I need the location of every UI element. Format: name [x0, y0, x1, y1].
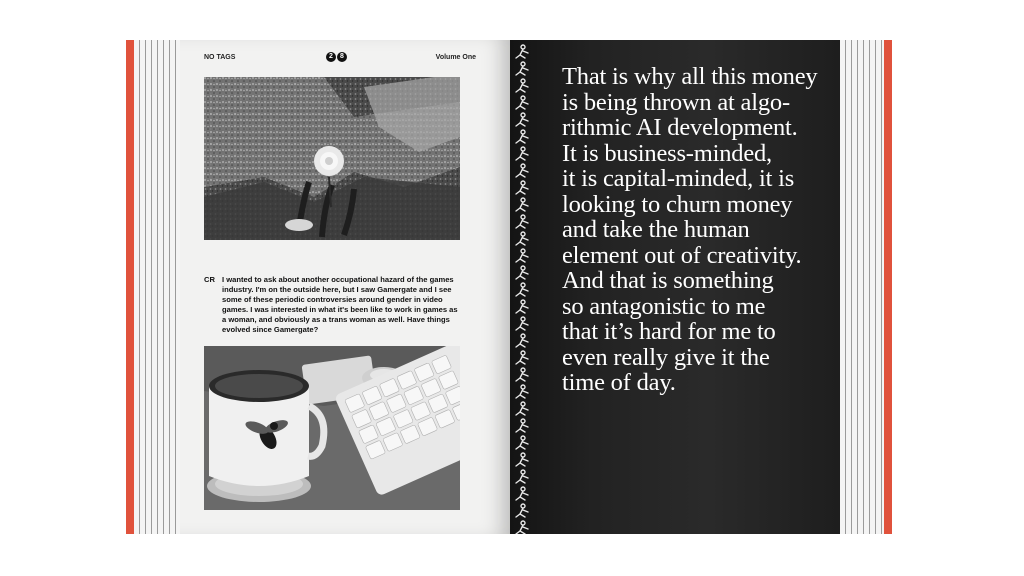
figure-motif-icon — [516, 385, 528, 398]
figure-motif-icon — [516, 470, 528, 483]
quote-line: It is business-minded, — [562, 139, 772, 167]
figure-motif-icon — [516, 147, 528, 160]
figure-motif-icon — [516, 113, 528, 126]
quote-line: And that is something — [562, 267, 774, 294]
figure-motif-icon — [516, 62, 528, 75]
quote-line: so antagonistic to me — [562, 292, 766, 320]
pull-quote — [562, 64, 832, 396]
quote-line: it is capital-minded, it is — [562, 165, 795, 192]
figure-motif-icon — [516, 164, 528, 177]
running-head-volume: Volume One — [435, 54, 476, 61]
quote-line: that it’s hard for me to — [562, 318, 776, 345]
figure-motif-icon — [516, 436, 528, 449]
quote-line: rithmic AI development. — [562, 114, 798, 141]
figure-pattern-icon — [510, 40, 536, 534]
figure-motif-icon — [516, 198, 528, 211]
figure-motif-icon — [516, 419, 528, 432]
figure-motif-icon — [516, 317, 528, 330]
figure-motif-icon — [516, 402, 528, 415]
figure-motif-icon — [516, 283, 528, 296]
quote-line: even really give it the — [562, 343, 770, 371]
question-text: I wanted to ask about another occupational hazard of the games industry. I'm on the outside here, but I saw Gamergate and I see some of these periodic controversies around gender in video games. I was interested in what it's been like to work in games as a woman, and obviously as a trans woman as well. Have things evolved since Gamergate? — [222, 275, 458, 334]
book-edge-left — [126, 40, 134, 534]
figure-motif-icon — [516, 504, 528, 517]
figure-motif-icon — [516, 453, 528, 466]
figure-motif-icon — [516, 351, 528, 364]
figure-motif-icon — [516, 249, 528, 262]
figure-motif-icon — [516, 181, 528, 194]
figure-motif-icon — [516, 368, 528, 381]
quote-line: is being thrown at algo- — [562, 88, 790, 116]
quote-line: and take the human — [562, 216, 750, 243]
quote-line: element out of creativity. — [562, 241, 802, 269]
figure-motif-icon — [516, 215, 528, 228]
page-number-digit: 8 — [337, 52, 347, 62]
figure-motif-icon — [516, 79, 528, 92]
book-edge-right — [884, 40, 892, 534]
dandelion-photo — [204, 77, 460, 240]
figure-motif-icon — [516, 300, 528, 313]
page-stack-right — [840, 40, 884, 534]
figure-motif-icon — [516, 521, 528, 534]
figure-motif-icon — [516, 487, 528, 500]
speaker-initials: CR — [204, 275, 215, 284]
figure-motif-icon — [516, 334, 528, 347]
page-number-digit: 2 — [326, 52, 336, 62]
figure-motif-icon — [516, 266, 528, 279]
figure-motif-icon — [516, 45, 528, 58]
left-page — [180, 40, 510, 534]
right-page — [510, 40, 840, 534]
mug-keyboard-photo — [204, 346, 460, 510]
figure-motif-icon — [516, 232, 528, 245]
figure-motif-icon — [516, 96, 528, 109]
running-head-title: NO TAGS — [204, 54, 236, 61]
quote-line: looking to churn money — [562, 190, 793, 218]
open-book — [126, 40, 892, 534]
page-stack-left — [134, 40, 180, 534]
figure-motif-icon — [516, 130, 528, 143]
page-number — [326, 52, 347, 62]
quote-line: time of day. — [562, 369, 676, 396]
quote-line: That is why all this money — [562, 63, 818, 90]
